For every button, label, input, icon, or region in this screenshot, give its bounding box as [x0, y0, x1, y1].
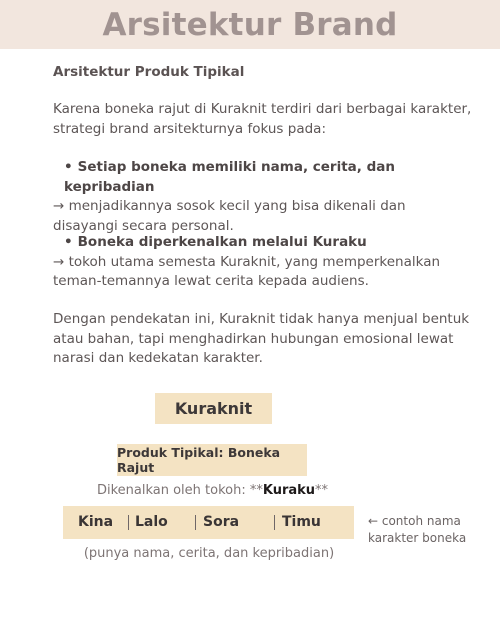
brand-box: Kuraknit: [155, 393, 272, 424]
bullet-item: [53, 233, 473, 292]
introduced-by-suffix: **: [315, 483, 329, 498]
name-separator: [195, 515, 196, 530]
name-separator: [128, 515, 129, 530]
bullet-title: [53, 233, 473, 253]
side-note: ← contoh nama karakter boneka: [368, 514, 467, 545]
character-names-row: [63, 506, 354, 539]
bullet-title-text: Setiap boneka memiliki nama, cerita, dan kepribadian: [64, 159, 395, 195]
character-name: Sora: [203, 514, 240, 530]
bullet-detail: → menjadikannya sosok kecil yang bisa dikenali dan disayangi secara personal.: [53, 198, 406, 234]
product-box: Produk Tipikal: Boneka Rajut: [117, 444, 307, 476]
character-name: Timu: [282, 514, 321, 530]
bullet-dot: •: [64, 159, 73, 175]
page-title: Arsitektur Brand: [102, 6, 398, 43]
intro-paragraph: Karena boneka rajut di Kuraknit terdiri dari berbagai karakter, strategi brand arsitekturnya fokus pada:: [53, 101, 472, 137]
bullet-title-text: Boneka diperkenalkan melalui Kuraku: [77, 234, 367, 250]
introduced-by-line: [0, 483, 425, 498]
bullet-title: [53, 158, 473, 197]
name-separator: [274, 515, 275, 530]
introduced-by-prefix: Dikenalkan oleh tokoh: **: [96, 483, 263, 498]
section-heading: Arsitektur Produk Tipikal: [53, 64, 245, 80]
main-character-name: Kuraku: [262, 483, 316, 498]
names-caption: (punya nama, cerita, dan kepribadian): [83, 546, 335, 561]
character-name: Lalo: [135, 514, 168, 530]
header-banner: [0, 0, 500, 49]
closing-paragraph: Dengan pendekatan ini, Kuraknit tidak hanya menjual bentuk atau bahan, tapi menghadirkan hubungan emosional lewat narasi dan kedekatan karakter.: [53, 311, 470, 366]
bullet-detail: → tokoh utama semesta Kuraknit, yang memperkenalkan teman-temannya lewat cerita kepada audiens.: [53, 253, 441, 289]
document-body: [53, 62, 473, 366]
character-name: Kina: [78, 514, 114, 530]
bullet-dot: •: [64, 234, 73, 250]
bullet-item: [53, 158, 473, 236]
